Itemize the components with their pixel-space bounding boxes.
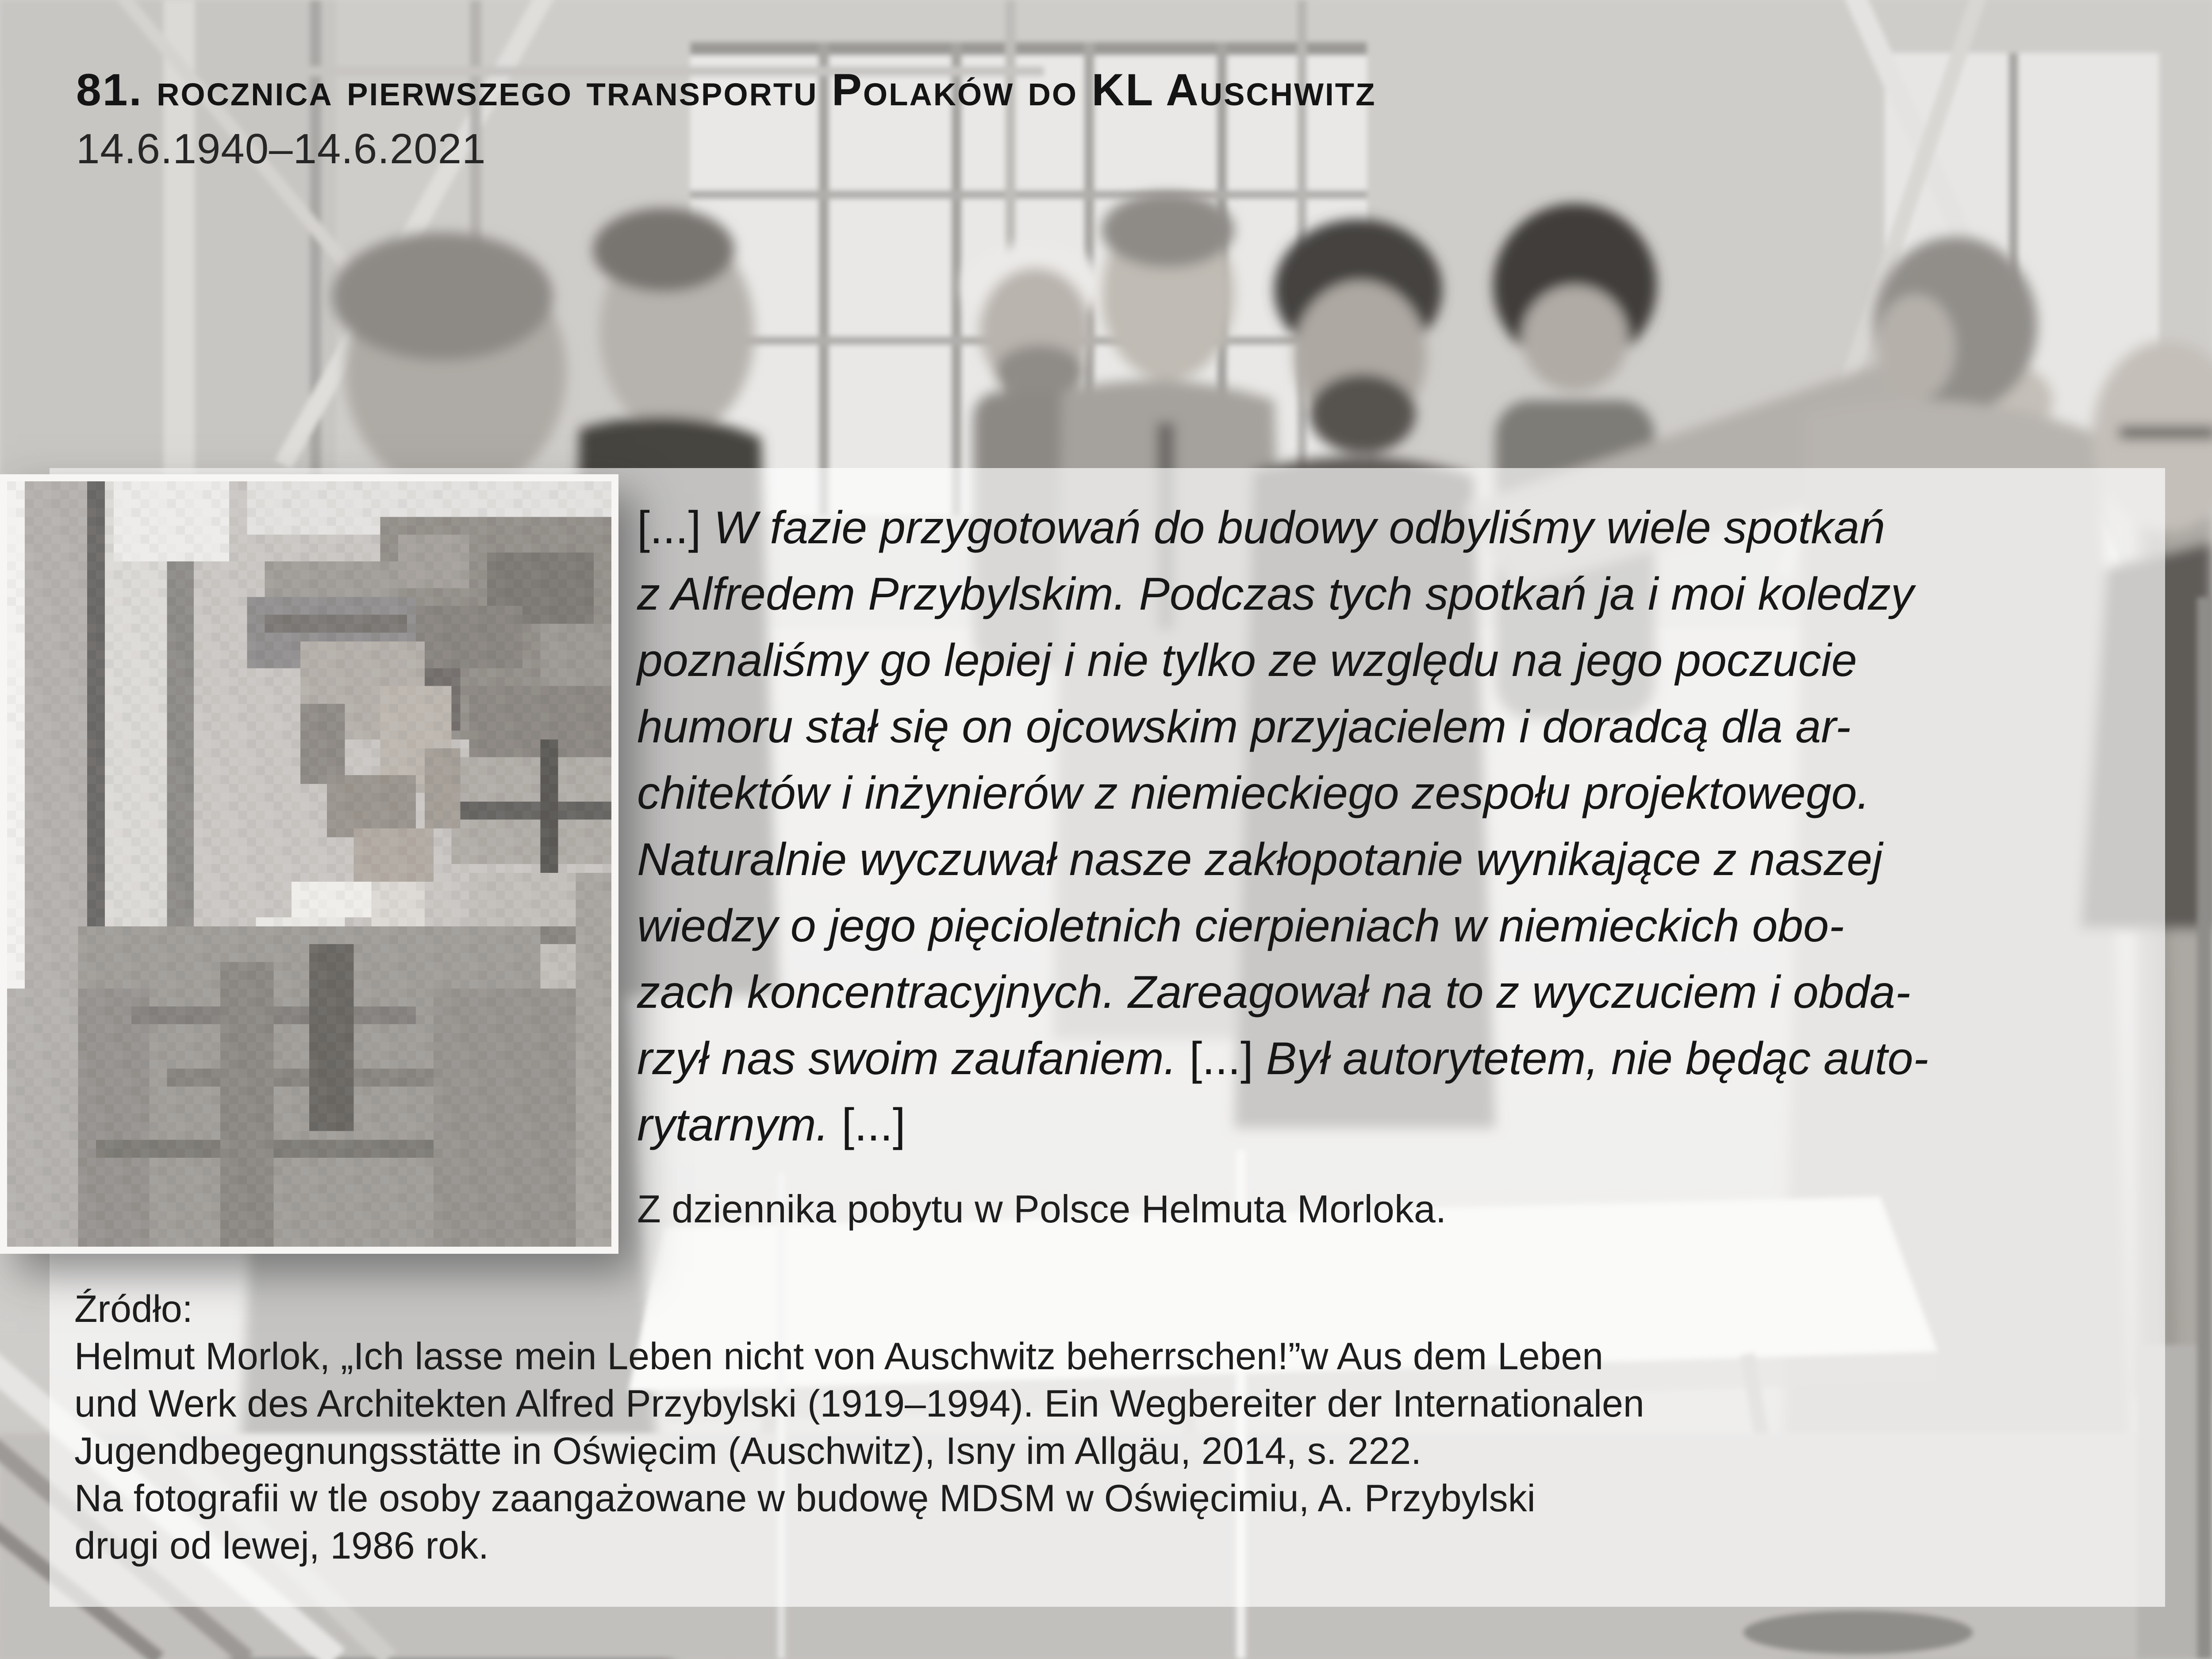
header (76, 65, 1376, 173)
inset-photo-canvas (7, 481, 611, 1247)
page-title: 81. rocznica pierwszego transportu Polaków do KL Auschwitz (76, 65, 1376, 115)
quote-line: poznaliśmy go lepiej i nie tylko ze względu na jego poczucie (637, 635, 1857, 686)
quote-line: [...] W fazie przygotowań do budowy odbyliśmy wiele spotkań (637, 502, 1885, 553)
quote-line: z Alfredem Przybylskim. Podczas tych spotkań ja i moi koledzy (637, 568, 1914, 620)
date-range: 14.6.1940–14.6.2021 (76, 125, 486, 173)
quote-attribution: Z dziennika pobytu w Polsce Helmuta Morloka. (637, 1187, 1447, 1231)
quote-line: rytarnym. [...] (637, 1099, 906, 1151)
inset-photo (0, 474, 618, 1254)
quote-line: wiedzy o jego pięcioletnich cierpieniach w niemieckich obo- (637, 900, 1844, 952)
source-line: Na fotografii w tle osoby zaangażowane w budowę MDSM w Oświęcimiu, A. Przybylski (74, 1477, 1536, 1520)
source-lines (74, 1333, 1644, 1570)
source-line: Helmut Morlok, „Ich lasse mein Leben nicht von Auschwitz beherrschen!”w Aus dem Leben (74, 1335, 1604, 1378)
source-block (74, 1286, 1644, 1570)
quote-line: zach koncentracyjnych. Zareagował na to z wyczuciem i obda- (637, 967, 1911, 1018)
quote-block (637, 495, 1928, 1232)
source-label: Źródło: (74, 1288, 193, 1330)
quote-line: rzył nas swoim zaufaniem. [...] Był autorytetem, nie będąc auto- (637, 1033, 1929, 1084)
quote-line: chitektów i inżynierów z niemieckiego zespołu projektowego. (637, 768, 1870, 819)
source-line: und Werk des Architekten Alfred Przybylski (1919–1994). Ein Wegbereiter der Internationalen (74, 1382, 1644, 1425)
source-line: drugi od lewej, 1986 rok. (74, 1525, 489, 1567)
quote-line: Naturalnie wyczuwał nasze zakłopotanie wynikające z naszej (637, 834, 1883, 885)
quote-text (637, 495, 1928, 1158)
quote-line: humoru stał się on ojcowskim przyjacielem i doradcą dla ar- (637, 701, 1851, 753)
source-line: Jugendbegegnungsstätte in Oświęcim (Auschwitz), Isny im Allgäu, 2014, s. 222. (74, 1430, 1422, 1472)
